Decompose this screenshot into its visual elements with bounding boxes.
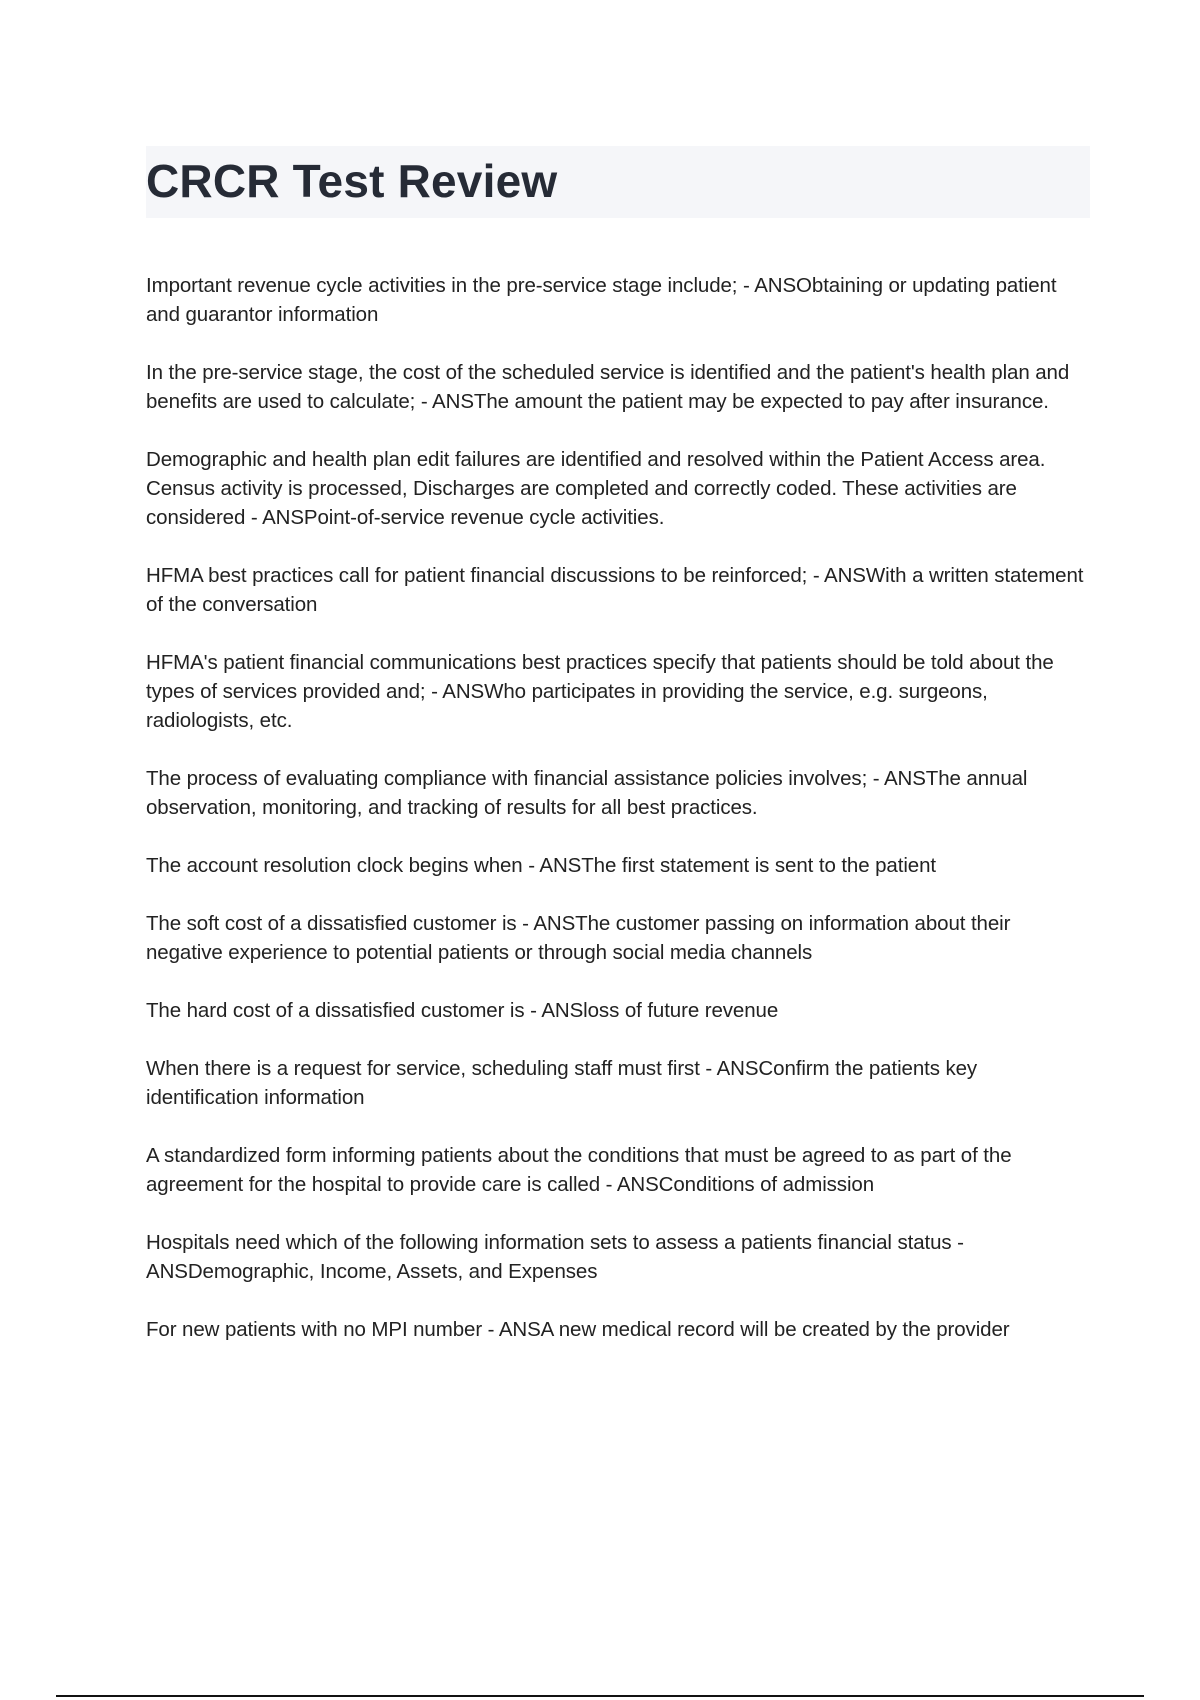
qa-item: When there is a request for service, scheduling staff must first - ANSConfirm the patients key identification information	[146, 1057, 978, 1109]
page-title: CRCR Test Review	[146, 155, 558, 207]
qa-item: The hard cost of a dissatisfied customer is - ANSloss of future revenue	[146, 999, 779, 1022]
qa-item: Demographic and health plan edit failures are identified and resolved within the Patient Access area. Census activity is processed, Discharges are completed and correctly coded. These activities are considered - ANSPoint-of-service revenue cycle activities.	[146, 448, 1046, 529]
qa-item: The process of evaluating compliance with financial assistance policies involves; - ANSThe annual observation, monitoring, and tracking of results for all best practices.	[146, 767, 1028, 819]
qa-item: Hospitals need which of the following information sets to assess a patients financial status - ANSDemographic, Income, Assets, and Expenses	[146, 1231, 964, 1283]
title-banner	[146, 146, 1090, 218]
qa-list	[146, 271, 1086, 1373]
qa-item: HFMA's patient financial communications best practices specify that patients should be told about the types of services provided and; - ANSWho participates in providing the service, e.g. surgeons, radiologists, etc.	[146, 651, 1054, 732]
qa-item: The account resolution clock begins when - ANSThe first statement is sent to the patient	[146, 854, 936, 877]
qa-item: In the pre-service stage, the cost of the scheduled service is identified and the patient's health plan and benefits are used to calculate; - ANSThe amount the patient may be expected to pay after insurance.	[146, 361, 1070, 413]
qa-item: HFMA best practices call for patient financial discussions to be reinforced; - ANSWith a written statement of the conversation	[146, 564, 1084, 616]
qa-item: A standardized form informing patients about the conditions that must be agreed to as part of the agreement for the hospital to provide care is called - ANSConditions of admission	[146, 1144, 1012, 1196]
qa-item: Important revenue cycle activities in the pre-service stage include; - ANSObtaining or updating patient and guarantor information	[146, 274, 1057, 326]
qa-item: For new patients with no MPI number - ANSA new medical record will be created by the provider	[146, 1318, 1010, 1341]
footer-divider	[56, 1695, 1144, 1697]
qa-item: The soft cost of a dissatisfied customer is - ANSThe customer passing on information about their negative experience to potential patients or through social media channels	[146, 912, 1011, 964]
